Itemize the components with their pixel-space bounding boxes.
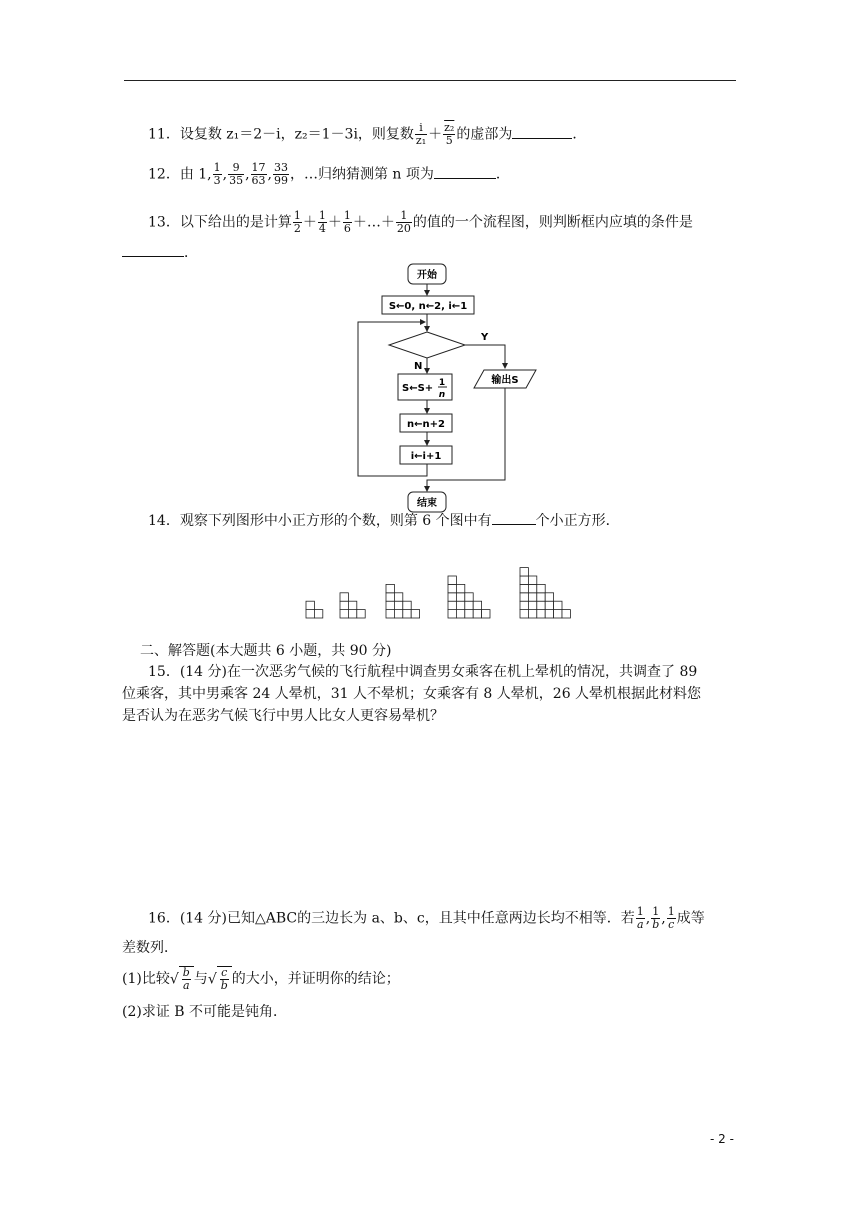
q11-end: ．	[572, 126, 587, 143]
small-square	[528, 584, 536, 592]
small-square	[386, 601, 394, 609]
small-square	[306, 601, 314, 609]
q13-text: 13．以下给出的是计算	[148, 214, 292, 231]
question-15-line1	[122, 662, 768, 682]
small-square	[528, 610, 536, 618]
q11-text-after: 的虚部为	[456, 126, 513, 143]
q14-answer-blank[interactable]	[492, 510, 536, 525]
small-square	[456, 593, 464, 601]
small-square	[528, 576, 536, 584]
flow-output	[474, 370, 536, 388]
svg-text:n: n	[438, 390, 446, 400]
q13-op: ＋	[327, 214, 342, 231]
q12-end: ．	[495, 166, 510, 183]
q11-frac-z2-over-5: $\frac{\text{z₂}}{5}$	[444, 121, 455, 147]
small-square	[537, 593, 545, 601]
question-16-part1	[122, 966, 742, 992]
small-square	[386, 610, 394, 618]
small-square	[520, 593, 528, 601]
flow-step-sum	[398, 374, 452, 400]
small-square	[528, 601, 536, 609]
section-2-title	[140, 641, 760, 661]
q16-text: 16．(14 分)已知△ABC的三边长为 a、b、c，且其中任意两边长均不相等．若	[148, 910, 635, 927]
small-square	[537, 601, 545, 609]
q13-term: $\frac{1}{2}$	[293, 209, 301, 235]
q12-frac: $\frac{9}{35}$	[229, 161, 244, 187]
small-square	[465, 610, 473, 618]
q12-frac: $\frac{1}{3}$	[213, 161, 221, 187]
question-16-line1: 16．(14 分)已知△ABC的三边长为 a、b、c，且其中任意两边长均不相等．若 $\frac{1}{a}$ , $\frac{1}{b}$ , $\frac{1}{c}$ 成等	[148, 905, 705, 931]
small-square	[520, 610, 528, 618]
small-square	[482, 610, 490, 618]
flow-init	[382, 296, 474, 314]
small-square	[340, 593, 348, 601]
q16-part1-text: (1)比较	[122, 971, 170, 987]
small-square	[520, 584, 528, 592]
small-square	[545, 593, 553, 601]
q13-text-after: 的值的一个流程图，则判断框内应填的条件是	[412, 214, 693, 231]
small-square	[562, 610, 570, 618]
small-square	[545, 601, 553, 609]
small-square	[473, 610, 481, 618]
small-square	[394, 593, 402, 601]
q14-text: 14．观察下列图形中小正方形的个数，则第 6 个图中有	[148, 513, 492, 529]
page-number: - 2 -	[710, 1132, 734, 1146]
q13-end: ．	[184, 245, 198, 261]
small-square	[357, 610, 365, 618]
small-square	[456, 584, 464, 592]
q16-text-end: 成等	[676, 910, 705, 927]
flow-arrow-to-end	[427, 388, 505, 491]
question-14	[122, 510, 768, 531]
question-16-line2	[122, 938, 742, 958]
small-square	[448, 576, 456, 584]
q11-z2: z₂＝1－3i，则复数	[294, 126, 414, 143]
question-11	[122, 122, 768, 147]
question-16-part2	[122, 1002, 742, 1022]
q15-line3: 是否认为在恶劣气候飞行中男人比女人更容易晕机？	[122, 708, 444, 724]
q15-line2: 位乘客，其中男乘客 24 人晕机，31 人不晕机；女乘客有 8 人晕机，26 人晕机根据此材料您	[122, 686, 702, 702]
small-square	[403, 601, 411, 609]
q12-answer-blank[interactable]	[434, 164, 496, 179]
flow-step-n	[400, 414, 452, 432]
small-square	[448, 593, 456, 601]
small-square	[403, 610, 411, 618]
q16-part1-mid: 与	[193, 971, 208, 987]
q12-text-after: ，…归纳猜测第 n 项为	[289, 166, 434, 183]
small-square	[528, 593, 536, 601]
q12-text: 12．由 1,	[148, 166, 212, 183]
q11-text: 11．设复数	[148, 126, 227, 143]
flow-step-i	[400, 446, 452, 464]
q16-part2: (2)求证 B 不可能是钝角．	[122, 1004, 288, 1020]
flowchart	[350, 262, 550, 516]
small-square	[448, 601, 456, 609]
small-square	[520, 601, 528, 609]
small-square	[386, 584, 394, 592]
small-square	[394, 610, 402, 618]
small-square	[537, 584, 545, 592]
q13-answer-blank[interactable]	[122, 242, 184, 257]
small-square	[554, 610, 562, 618]
header-rule	[124, 80, 736, 81]
svg-text:n←n+2: n←n+2	[407, 419, 445, 430]
small-square	[348, 601, 356, 609]
q11-answer-blank[interactable]	[512, 124, 572, 139]
q11-z1: z₁＝2－i，	[226, 126, 295, 143]
q11-plus: ＋	[428, 126, 443, 143]
small-square	[465, 601, 473, 609]
small-square	[314, 610, 322, 618]
small-square	[456, 610, 464, 618]
small-square	[340, 610, 348, 618]
q16-frac: $\frac{1}{c}$	[667, 905, 675, 931]
small-square	[448, 584, 456, 592]
svg-text:i←i+1: i←i+1	[410, 451, 442, 462]
small-square	[394, 601, 402, 609]
question-15-line3	[122, 706, 742, 726]
svg-text:1: 1	[438, 378, 446, 388]
q12-frac: $\frac{33}{99}$	[273, 161, 288, 187]
q16-part1-end: 的大小，并证明你的结论；	[231, 971, 400, 987]
small-square	[554, 601, 562, 609]
square-staircase-figures	[300, 548, 590, 620]
small-square	[386, 593, 394, 601]
flow-yes-label: Y	[481, 332, 489, 343]
small-square	[306, 610, 314, 618]
svg-text:输出S: 输出S	[491, 375, 519, 386]
small-square	[465, 593, 473, 601]
q11-frac-i-over-z1: $\frac{i}{\text{z₁}}$	[415, 121, 427, 147]
svg-text:S←S+: S←S+	[402, 383, 434, 394]
small-square	[456, 601, 464, 609]
small-square	[348, 610, 356, 618]
q13-op: ＋…＋	[352, 214, 395, 231]
square-figures-group	[306, 568, 570, 618]
q16-frac: $\frac{1}{b}$	[652, 905, 660, 931]
q16-frac: $\frac{1}{a}$	[636, 905, 644, 931]
q16-sqrt-b-over-a: √ $\frac{b}{a}$	[170, 966, 194, 992]
question-12: 12．由 1, $\frac{1}{3}$ , $\frac{9}{35}$ , $\frac{17}{63}$ , $\frac{33}{99}$ ，…归纳猜测第 n 项为 ．	[148, 161, 510, 187]
small-square	[340, 601, 348, 609]
small-square	[520, 568, 528, 576]
section-2-title-text: 二、解答题(本大题共 6 小题，共 90 分)	[140, 643, 392, 659]
small-square	[537, 610, 545, 618]
question-13-cont	[122, 242, 742, 263]
flow-arrow-yes	[465, 345, 505, 368]
small-square	[411, 610, 419, 618]
svg-text:结束: 结束	[417, 498, 437, 509]
q13-term: $\frac{1}{4}$	[318, 209, 326, 235]
q16-sqrt-c-over-b: √ $\frac{c}{b}$	[208, 966, 232, 992]
small-square	[520, 576, 528, 584]
question-13	[122, 210, 768, 235]
q12-frac: $\frac{17}{63}$	[251, 161, 266, 187]
svg-text:开始: 开始	[417, 270, 437, 281]
flow-no-label: N	[414, 361, 423, 372]
small-square	[473, 601, 481, 609]
flow-decision	[389, 332, 465, 358]
q13-term: $\frac{1}{6}$	[343, 209, 351, 235]
flow-start	[408, 264, 446, 284]
q14-text-after: 个小正方形．	[535, 513, 620, 529]
q13-op: ＋	[302, 214, 317, 231]
q13-term: $\frac{1}{20}$	[396, 209, 411, 235]
small-square	[448, 610, 456, 618]
q16-line2: 差数列．	[122, 940, 178, 956]
q15-line1: 15．(14 分)在一次恶劣气候的飞行航程中调查男女乘客在机上晕机的情况，共调查了 89	[148, 664, 698, 680]
flow-end	[408, 492, 446, 512]
question-15-line2	[122, 684, 742, 704]
small-square	[545, 610, 553, 618]
svg-text:S←0, n←2, i←1: S←0, n←2, i←1	[388, 301, 468, 312]
